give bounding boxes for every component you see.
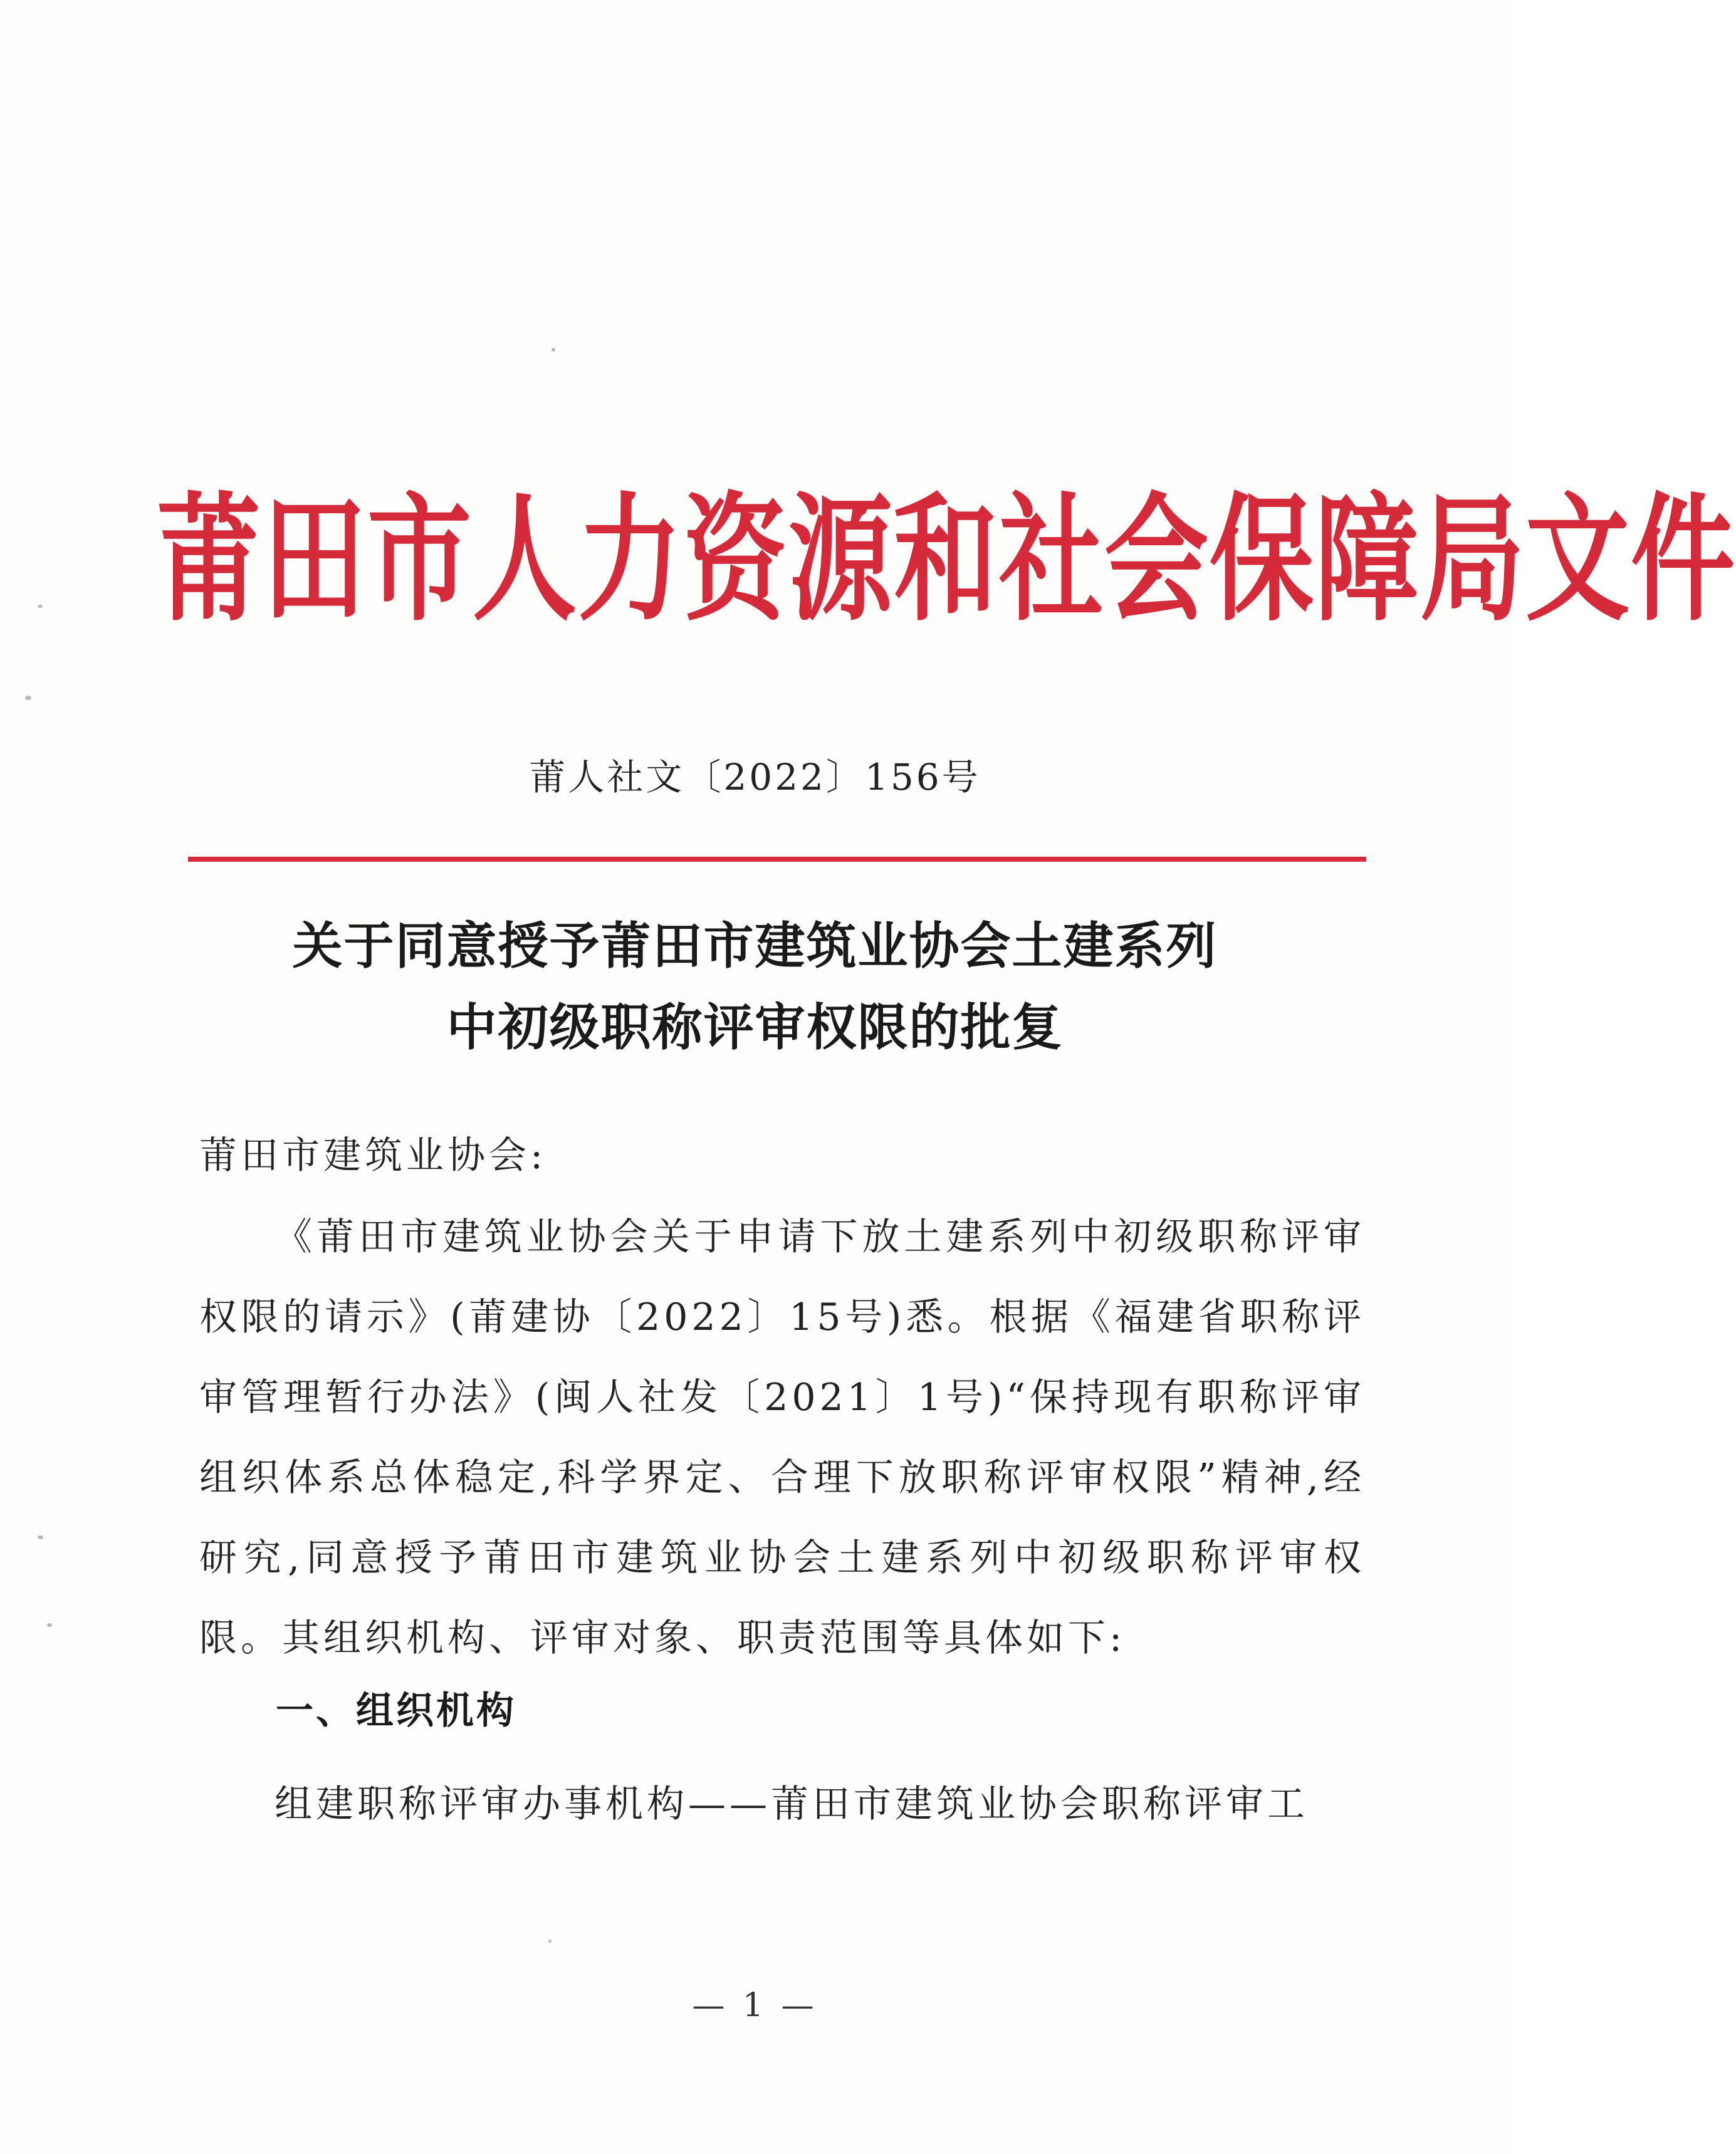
masthead-title: 莆田市人力资源和社会保障局文件 <box>157 480 1736 640</box>
document-title-line-1: 关于同意授予莆田市建筑业协会土建系列 <box>292 917 1218 975</box>
salutation: 莆田市建筑业协会: <box>199 1134 547 1178</box>
scan-speck <box>38 605 43 608</box>
scan-speck <box>552 348 555 352</box>
scan-speck <box>38 1535 43 1539</box>
section-heading-organization: 一、组织机构 <box>276 1689 516 1733</box>
document-number: 莆人社文〔2022〕156号 <box>529 756 981 798</box>
document-title-line-2: 中初级职称评审权限的批复 <box>446 998 1064 1057</box>
page-number: — 1 — <box>692 1987 818 2024</box>
red-divider-rule <box>188 857 1366 862</box>
scan-speck <box>548 1940 552 1943</box>
body-paragraph-1: 《莆田市建筑业协会关于申请下放土建系列中初级职称评审权限的请示》(莆建协〔2022〕15号)悉。根据《福建省职称评审管理暂行办法》(闽人社发〔2021〕1号)“保持现有职称评审组织体系总体稳定,科学界定、合理下放职称评审权限”精神,经研究,同意授予莆田市建筑业协会土建系列中初级职称评审权限。其组织机构、评审对象、职责范围等具体如下: <box>199 1215 1365 1660</box>
scan-speck <box>25 696 31 700</box>
body-paragraph-2: 组建职称评审办事机构——莆田市建筑业协会职称评审工 <box>275 1782 1309 1826</box>
scan-speck <box>47 1623 52 1627</box>
